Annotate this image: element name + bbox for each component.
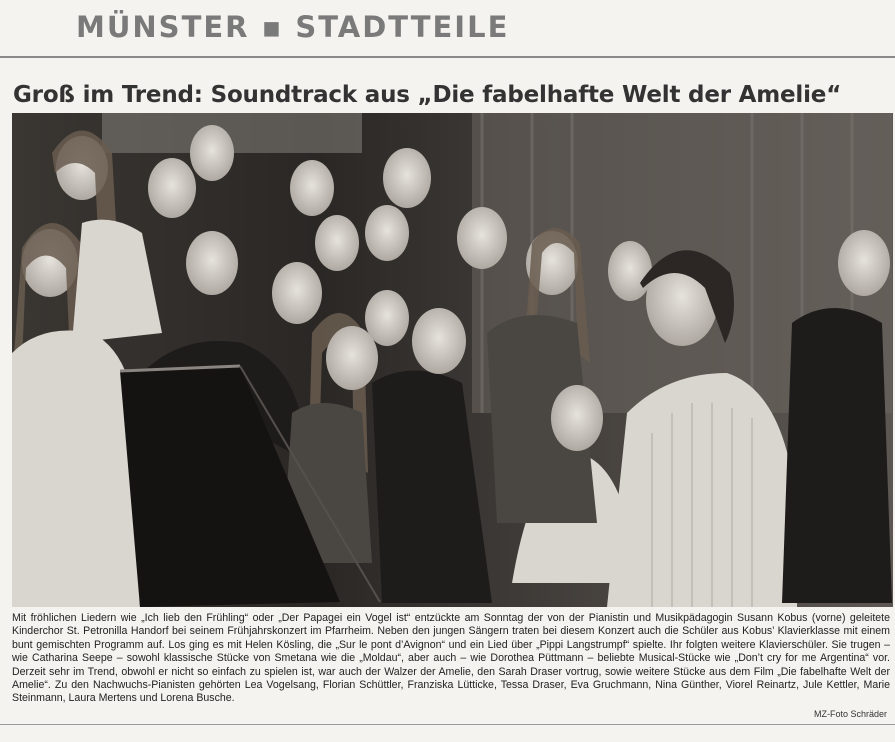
bottom-rule (0, 724, 895, 725)
photo-credit: MZ-Foto Schräder (813, 709, 887, 719)
article-headline: Groß im Trend: Soundtrack aus „Die fabelhafte Welt der Amelie“ (13, 82, 842, 108)
section-header (0, 0, 895, 58)
section-title: MÜNSTER ▪ STADTTEILE (76, 10, 510, 44)
photo-caption: Mit fröhlichen Liedern wie „Ich lieb den Frühling“ oder „Der Papagei ein Vogel ist“ entzückte am Sonntag der von der Pianistin und Musikpädagogin Susann Kobus (vorne) geleitete Kinderchor St. Petronilla Handorf bei seinem Frühjahrskonzert im Pfarrheim. Neben den jungen Sängern traten bei diesem Konzert auch die Schüler aus Kobus’ Klavierklasse mit einem bunt gemischten Programm auf. Los ging es mit Helen Kösling, die „Sur le pont d’Avignon“ und ein Lied über „Pippi Langstrumpf“ spielte. Ihr folgten weitere Klavierschüler. Sie trugen – wie Catharina Seepe – sowohl klassische Stücke von Smetana wie die „Moldau“, aber auch – wie Dorothea Püttmann – beliebte Musical-Stücke wie „Don’t cry for me Argentina“ vor. Derzeit sehr im Trend, obwohl er nicht so einfach zu spielen ist, war auch der Walzer der Amelie, den Sarah Draser vortrug, sowie weitere Stücke aus dem Film „Die fabelhafte Welt der Amelie“. Zu den Nachwuchs-Pianisten gehörten Lea Vogelsang, Florian Schüttler, Franziska Lütticke, Tessa Draser, Eva Gruchmann, Nina Günther, Viorel Reinartz, Jule Kettler, Marie Steinmann, Laura Mertens und Lorena Busche. (12, 612, 890, 705)
children-choir-photo (12, 113, 893, 607)
article-photo (12, 113, 893, 607)
